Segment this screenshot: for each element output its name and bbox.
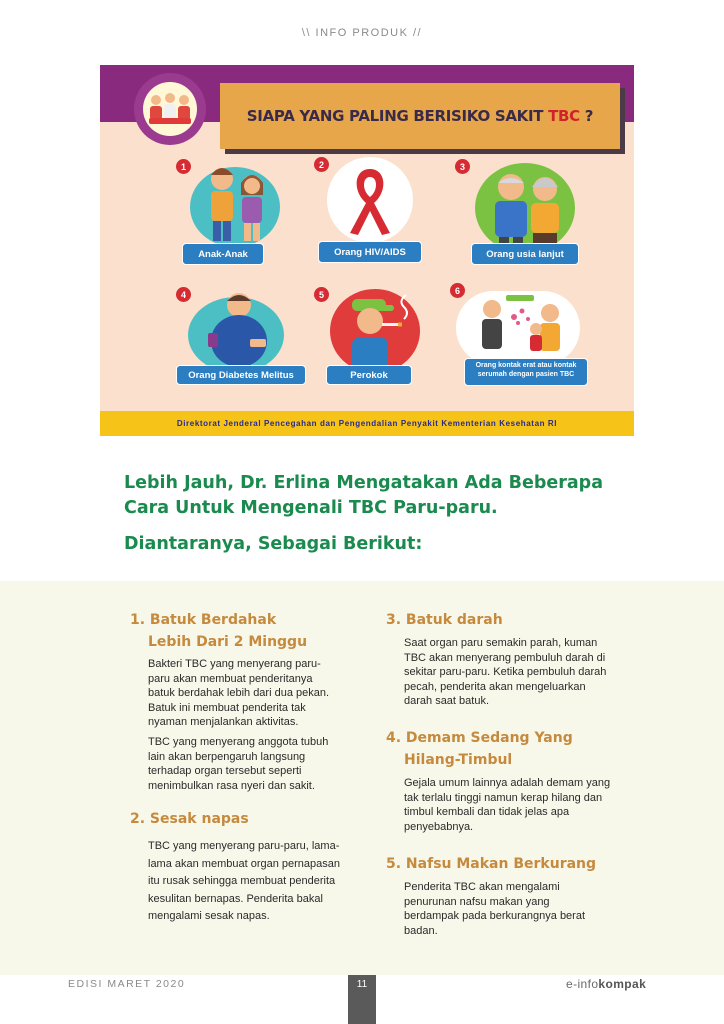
symptom-1-title: 1. Batuk Berdahak Lebih Dari 2 Minggu: [130, 612, 308, 650]
household-contact-icon: [470, 293, 570, 363]
symptom-4-text: Gejala umum lainnya adalah demam yang tak terlalu tinggi namun kerap hilang dan timbul kembali dan tidak jelas apa penyebabnya.: [404, 777, 611, 833]
section-label: \\ INFO PRODUK //: [301, 27, 423, 39]
children-icon: [198, 161, 278, 251]
risk-group-label: Orang kontak erat atau kontak serumah dengan pasien TBC: [464, 358, 588, 386]
community-logo-icon: [134, 73, 206, 145]
symptom-4-title: 4. Demam Sedang Yang Hilang-Timbul: [386, 730, 573, 768]
red-ribbon-icon: [344, 165, 396, 237]
elderly-couple-icon: [483, 165, 573, 251]
risk-group-label: Anak-Anak: [182, 243, 264, 265]
edition-label: EDISI MARET 2020: [68, 978, 186, 990]
infographic-title: SIAPA YANG PALING BERISIKO SAKIT TBC ?: [220, 83, 620, 149]
brand-logo: e-infokompak: [566, 977, 647, 991]
article-heading: Lebih Jauh, Dr. Erlina Mengatakan Ada Beberapa Cara Untuk Mengenali TBC Paru-paru.: [124, 473, 604, 518]
infographic: [100, 65, 634, 436]
article-subheading: Diantaranya, Sebagai Berikut:: [124, 534, 423, 554]
risk-group-smokers: 5 Perokok: [314, 287, 464, 407]
risk-group-diabetes: 4 Orang Diabetes Melitus: [176, 287, 326, 407]
risk-group-children: 1 Anak-Anak: [176, 159, 326, 279]
symptom-1-text-2: TBC yang menyerang anggota tubuh lain akan berpengaruh langsung terhadap organ tersebut seperti menimbulkan rasa nyeri dan sakit.: [148, 736, 329, 792]
risk-group-label: Orang Diabetes Melitus: [176, 365, 306, 385]
symptom-3-title: 3. Batuk darah: [386, 612, 503, 628]
page-number: 11: [348, 975, 376, 1024]
risk-group-label: Orang usia lanjut: [471, 243, 579, 265]
symptom-2-text: TBC yang menyerang paru-paru, lama-lama akan membuat organ pernapasan itu rusak sehingga membuat penderita kesulitan bernapas. Penderita bakal mengalami sesak napas.: [148, 840, 341, 922]
diabetes-person-icon: [204, 289, 274, 373]
risk-group-elderly: 3 Orang usia lanjut: [455, 159, 605, 279]
risk-group-hiv: 2 Orang HIV/AIDS: [314, 157, 464, 277]
smoker-icon: [344, 293, 424, 373]
symptom-5-title: 5. Nafsu Makan Berkurang: [386, 856, 597, 872]
risk-group-contacts: 6 Orang kontak erat atau kontak serumah dengan pasien TBC: [450, 283, 600, 403]
symptom-3-text: Saat organ paru semakin parah, kuman TBC akan menyerang pembuluh darah di sekitar paru-paru. Ketika pembuluh darah pecah, penderita akan mengeluarkan darah saat batuk.: [404, 637, 607, 708]
symptom-2-title: 2. Sesak napas: [130, 811, 249, 827]
risk-group-label: Orang HIV/AIDS: [318, 241, 422, 263]
symptom-5-text: Penderita TBC akan mengalami penurunan nafsu makan yang berdampak pada berkurangnya berat badan.: [404, 881, 586, 937]
risk-group-label: Perokok: [326, 365, 412, 385]
infographic-footer: Direktorat Jenderal Pencegahan dan Pengendalian Penyakit Kementerian Kesehatan RI: [100, 411, 634, 436]
symptom-1-text-1: Bakteri TBC yang menyerang paru-paru akan membuat penderitanya batuk berdahak lebih dari dua pekan. Batuk ini membuat penderita tak nyaman menjalankan aktivitas.: [148, 658, 330, 729]
